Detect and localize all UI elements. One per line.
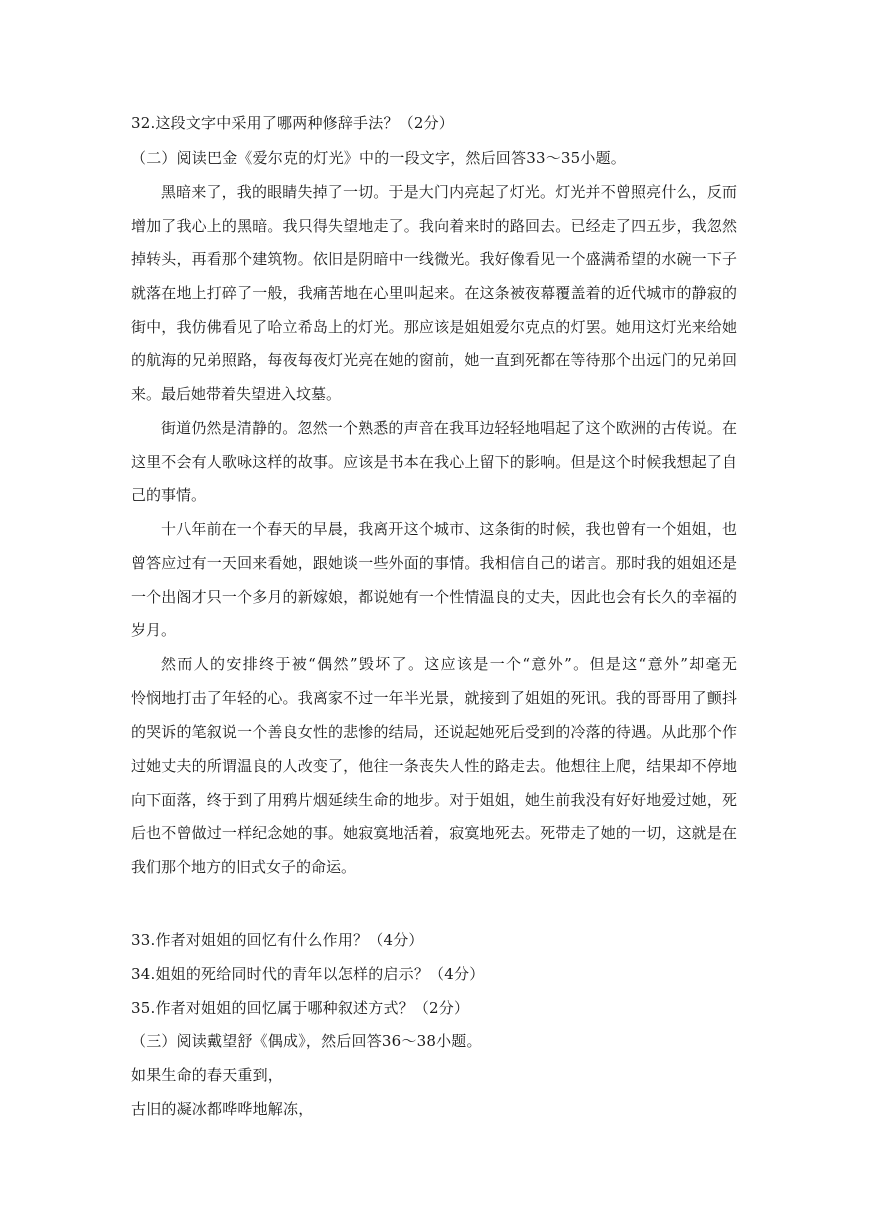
section-3-intro: （三）阅读戴望舒《偶成》，然后回答36～38小题。 [131, 1032, 482, 1050]
paragraph-3-line: 十八年前在一个春天的早晨，我离开这个城市、这条街的时候，我也曾有一个姐姐，也 [161, 520, 737, 538]
section-2-intro: （二）阅读巴金《爱尔克的灯光》中的一段文字，然后回答33～35小题。 [131, 149, 626, 167]
paragraph-1-line: 来。最后她带着失望进入坟墓。 [131, 385, 342, 403]
paragraph-1-line: 的航海的兄弟照路，每夜每夜灯光亮在她的窗前，她一直到死都在等待那个出远门的兄弟回 [131, 351, 737, 369]
poem-line: 如果生命的春天重到， [131, 1066, 284, 1084]
paragraph-3-line: 曾答应过有一天回来看她，跟她谈一些外面的事情。我相信自己的诺言。那时我的姐姐还是 [131, 554, 737, 572]
paragraph-2-line: 己的事情。 [131, 486, 207, 504]
paragraph-4-line: 过她丈夫的所谓温良的人改变了，他往一条丧失人性的路走去。他想往上爬，结果却不停地 [131, 757, 737, 775]
question-32: 32.这段文字中采用了哪两种修辞手法？（2分） [131, 114, 455, 132]
poem-line: 古旧的凝冰都哗哗地解冻， [131, 1100, 314, 1118]
paragraph-1-line: 就落在地上打碎了一般，我痛苦地在心里叫起来。在这条被夜幕覆盖着的近代城市的静寂的 [131, 284, 737, 302]
paragraph-4-line: 后也不曾做过一样纪念她的事。她寂寞地活着，寂寞地死去。死带走了她的一切，这就是在 [131, 824, 737, 842]
paragraph-1-line: 黑暗来了，我的眼睛失掉了一切。于是大门内亮起了灯光。灯光并不曾照亮什么，反而 [161, 183, 737, 201]
paragraph-1-line: 街中，我仿佛看见了哈立希岛上的灯光。那应该是姐姐爱尔克点的灯罢。她用这灯光来给她 [131, 318, 737, 336]
paragraph-4-line: 怜悯地打击了年轻的心。我离家不过一年半光景，就接到了姐姐的死讯。我的哥哥用了颤抖 [131, 689, 737, 707]
paragraph-4-line: 的哭诉的笔叙说一个善良女性的悲惨的结局，还说起她死后受到的冷落的待遇。从此那个作 [131, 723, 737, 741]
paragraph-2-line: 这里不会有人歌咏这样的故事。应该是书本在我心上留下的影响。但是这个时候我想起了自 [131, 453, 737, 471]
paragraph-3-line: 岁月。 [131, 621, 177, 639]
question-33: 33.作者对姐姐的回忆有什么作用？（4分） [131, 931, 424, 949]
paragraph-2-line: 街道仍然是清静的。忽然一个熟悉的声音在我耳边轻轻地唱起了这个欧洲的古传说。在 [161, 419, 737, 437]
question-35: 35.作者对姐姐的回忆属于哪种叙述方式？（2分） [131, 999, 470, 1017]
question-34: 34.姐姐的死给同时代的青年以怎样的启示？（4分） [131, 965, 485, 983]
paragraph-3-line: 一个出阁才只一个多月的新嫁娘，都说她有一个性情温良的丈夫，因此也会有长久的幸福的 [131, 588, 737, 606]
paragraph-1-line: 掉转头，再看那个建筑物。依旧是阴暗中一线微光。我好像看见一个盛满希望的水碗一下子 [131, 250, 737, 268]
paragraph-1-line: 增加了我心上的黑暗。我只得失望地走了。我向着来时的路回去。已经走了四五步，我忽然 [131, 217, 737, 235]
paragraph-4-line: 我们那个地方的旧式女子的命运。 [131, 858, 357, 876]
paragraph-4-line: 向下面落，终于到了用鸦片烟延续生命的地步。对于姐姐，她生前我没有好好地爱过她，死 [131, 791, 737, 809]
paragraph-4-line: 然而人的安排终于被“偶然”毁坏了。这应该是一个“意外”。但是这“意外”却毫无 [161, 655, 737, 673]
